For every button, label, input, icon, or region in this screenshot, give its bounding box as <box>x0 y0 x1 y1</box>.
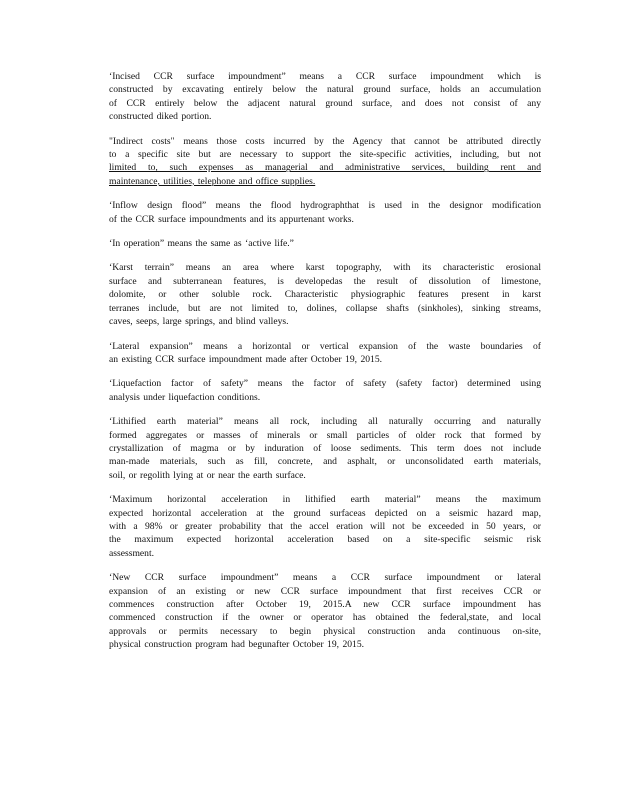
definition-paragraph-liquefaction <box>109 377 541 404</box>
paragraph-line: physical construction program had begunafter October 19, 2015. <box>109 639 365 651</box>
paragraph-line: commences construction after October 19, 2015.A new CCR surface impoundment has <box>109 599 541 610</box>
paragraph-line: maintenance, utilities, telephone and office supplies. <box>109 175 316 187</box>
paragraph-line: an existing CCR surface impoundment made after October 19, 2015. <box>109 353 383 365</box>
paragraph-line: ‘Lithified earth material” means all rock, including all naturally occurring and naturally <box>109 416 541 428</box>
paragraph-line: expected horizontal acceleration at the ground surfaceas depicted on a seismic hazard map, <box>109 507 541 519</box>
definition-paragraph-lithified <box>109 415 541 482</box>
paragraph-line: formed aggregates or masses of minerals or small particles of older rock that formed by <box>109 429 541 441</box>
paragraph-line: approvals or permits necessary to begin physical construction anda continuous on-site, <box>109 625 541 637</box>
definition-paragraph-max-accel <box>109 493 541 560</box>
paragraph-line: analysis under liquefaction conditions. <box>109 391 261 403</box>
paragraph-line: with a 98% or greater probability that the accel eration will not be exceeded in 50 years, or <box>109 520 541 532</box>
paragraph-line: the maximum expected horizontal acceleration based on a site-specific seismic risk <box>109 534 541 546</box>
paragraph-line: ‘In operation” means the same as ‘active life.” <box>109 238 294 250</box>
paragraph-line: expansion of an existing or new CCR surface impoundment that first receives CCR or <box>109 585 541 597</box>
paragraph-line: ‘Liquefaction factor of safety” means the factor of safety (safety factor) determined using <box>109 378 541 390</box>
paragraph-line: constructed diked portion. <box>109 111 212 123</box>
paragraph-line: "Indirect costs" means those costs incurred by the Agency that cannot be attributed directly <box>109 135 541 147</box>
paragraph-line: constructed by excavating entirely below the natural ground surface, holds an accumulation <box>109 84 541 96</box>
paragraph-line: soil, or regolith lying at or near the earth surface. <box>109 469 306 481</box>
paragraph-line: of CCR entirely below the adjacent natural ground surface, and does not consist of any <box>109 97 541 109</box>
paragraph-line: ‘Inflow design flood” means the flood hydrographthat is used in the designor modification <box>109 200 541 212</box>
paragraph-line: ‘Karst terrain” means an area where karst topography, with its characteristic erosional <box>109 262 541 274</box>
paragraph-line: assessment. <box>109 547 155 559</box>
definition-paragraph-incised <box>109 70 541 124</box>
paragraph-line: commenced construction if the owner or operator has obtained the federal,state, and local <box>109 612 541 624</box>
paragraph-line: limited to, such expenses as managerial and administrative services, building rent and <box>109 162 541 174</box>
definition-paragraph-in-operation <box>109 237 541 250</box>
definition-paragraph-new-ccr <box>109 571 541 651</box>
paragraph-line: surface and subterranean features, is developedas the result of dissolution of limestone, <box>109 275 541 287</box>
definition-paragraph-indirect-costs <box>109 135 541 189</box>
paragraph-line: to a specific site but are necessary to support the site-specific activities, including, but not <box>109 149 541 161</box>
definition-paragraph-karst <box>109 261 541 328</box>
paragraph-line: dolomite, or other soluble rock. Characteristic physiographic features present in karst <box>109 289 541 301</box>
document-body <box>109 70 541 663</box>
definition-paragraph-inflow <box>109 199 541 226</box>
definition-paragraph-lateral <box>109 340 541 367</box>
paragraph-line: man-made materials, such as fill, concrete, and asphalt, or unconsolidated earth materials, <box>109 456 541 468</box>
paragraph-line: terranes include, but are not limited to, dolines, collapse shafts (sinkholes), sinking streams, <box>109 302 541 314</box>
paragraph-line: ‘Incised CCR surface impoundment” means a CCR surface impoundment which is <box>109 71 541 82</box>
paragraph-line: ‘New CCR surface impoundment” means a CCR surface impoundment or lateral <box>109 572 541 584</box>
paragraph-line: caves, seeps, large springs, and blind valleys. <box>109 316 289 328</box>
paragraph-line: of the CCR surface impoundments and its appurtenant works. <box>109 213 354 225</box>
paragraph-line: crystallization of magma or by induration of loose sediments. This term does not include <box>109 442 541 454</box>
paragraph-line: ‘Maximum horizontal acceleration in lithified earth material” means the maximum <box>109 494 541 506</box>
paragraph-line: ‘Lateral expansion” means a horizontal or vertical expansion of the waste boundaries of <box>109 340 541 352</box>
